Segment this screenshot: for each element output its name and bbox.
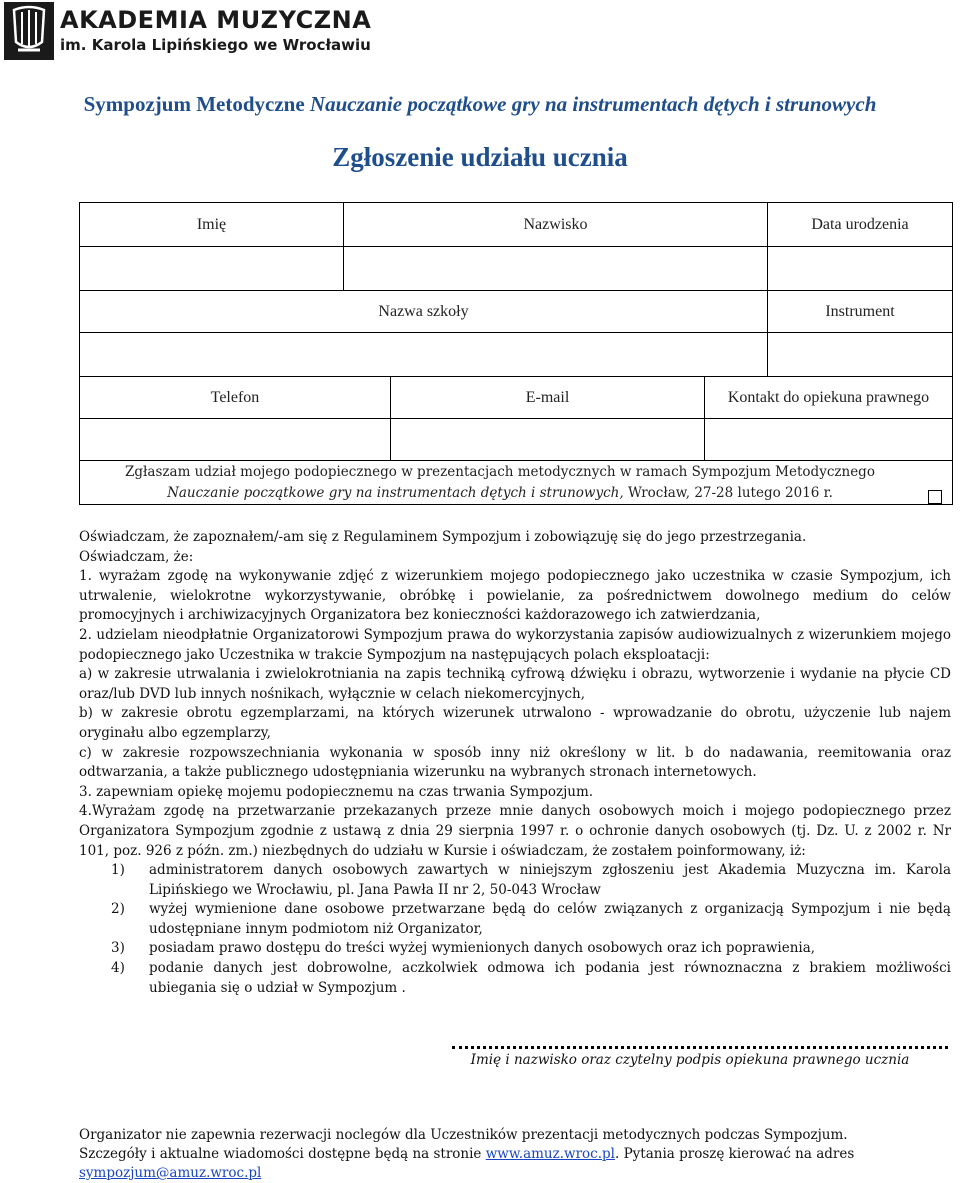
birth-date-field[interactable] xyxy=(767,246,953,290)
data-processing-list xyxy=(79,861,951,998)
consent-point-2c: c) w zakresie rozpowszechniania wykonania w sposób inny niż określony w lit. b do nadawania, reemitowania oraz odtwarzania, a także publicznego udostępniania wizerunku na wybranych stronach internetowych. xyxy=(79,744,951,781)
regulations-statement: Oświadczam, że zapoznałem/-am się z Regulaminem Sympozjum i zobowiązuję się do jego przestrzegania. xyxy=(79,529,807,545)
registration-form-table xyxy=(79,202,953,505)
signature-line[interactable] xyxy=(452,1046,948,1049)
email-header: E-mail xyxy=(390,376,704,418)
guardian-contact-field[interactable] xyxy=(704,418,953,460)
table-row xyxy=(79,246,953,290)
table-row xyxy=(79,376,953,418)
contact-note: Szczegóły i aktualne wiadomości dostępne będą na stronie www.amuz.wroc.pl. Pytania proszę kierować na adres xyxy=(79,1146,855,1162)
list-item: 3) posiadam prawo dostępu do treści wyżej wymienionych danych osobowych oraz ich poprawienia, xyxy=(111,940,816,957)
declaration-rest: Wrocław, 27-28 lutego 2016 r. xyxy=(623,484,833,501)
academy-logo xyxy=(0,0,372,64)
website-link[interactable]: www.amuz.wroc.pl xyxy=(485,1146,615,1162)
guardian-contact-header: Kontakt do opiekuna prawnego xyxy=(704,376,953,418)
logo-subtitle: im. Karola Lipińskiego we Wrocławiu xyxy=(60,36,371,54)
first-name-field[interactable] xyxy=(79,246,343,290)
symposium-title xyxy=(0,92,960,117)
table-row xyxy=(79,418,953,460)
consent-point-2b: b) w zakresie obrotu egzemplarzami, na których wizerunek utrwalono - wprowadzanie do obrotu, użyczenie lub najem oryginału albo egzemplarzy, xyxy=(79,705,951,741)
accommodation-note: Organizator nie zapewnia rezerwacji noclegów dla Uczestników prezentacji metodycznych podczas Sympozjum. xyxy=(79,1127,848,1143)
consent-point-2: 2. udzielam nieodpłatnie Organizatorowi Sympozjum prawa do wykorzystania zapisów audiowizualnych z wizerunkiem mojego podopiecznego jako Uczestnika w trakcie Sympozjum na następujących polach eksploatacji: xyxy=(79,626,951,663)
declaration-line-2 xyxy=(167,483,833,504)
declaration-line-1: Zgłaszam udział mojego podopiecznego w prezentacjach metodycznych w ramach Sympozjum Metodycznego xyxy=(125,463,875,480)
consent-point-3: 3. zapewniam opiekę mojemu podopiecznemu na czas trwania Sympozjum. xyxy=(79,783,594,800)
declaration-intro: Oświadczam, że: xyxy=(79,548,194,565)
instrument-field[interactable] xyxy=(767,332,953,376)
title-italic: Nauczanie początkowe gry na instrumentach dętych i strunowych xyxy=(309,92,877,116)
email-field[interactable] xyxy=(390,418,704,460)
phone-field[interactable] xyxy=(79,418,390,460)
email-line xyxy=(79,1164,951,1183)
logo-name: AKADEMIA MUZYCZNA xyxy=(60,6,372,34)
declaration-checkbox[interactable] xyxy=(928,490,942,504)
list-item: 1) administratorem danych osobowych zawartych w niniejszym zgłoszeniu jest Akademia Muzyczna im. Karola Lipińskiego we Wrocławiu, pl. Jana Pawła II nr 2, 50-043 Wrocław xyxy=(111,862,951,898)
form-title: Zgłoszenie udziału ucznia xyxy=(332,142,628,172)
table-row xyxy=(79,290,953,332)
signature-label: Imię i nazwisko oraz czytelny podpis opiekuna prawnego ucznia xyxy=(470,1052,910,1068)
declaration-italic: Nauczanie początkowe gry na instrumentach dętych i strunowych, xyxy=(167,484,624,501)
instrument-header: Instrument xyxy=(767,290,953,332)
email-link[interactable]: sympozjum@amuz.wroc.pl xyxy=(79,1165,262,1181)
last-name-field[interactable] xyxy=(343,246,767,290)
birth-date-header: Data urodzenia xyxy=(767,202,953,246)
title-regular: Sympozjum Metodyczne xyxy=(83,92,310,116)
declaration-row xyxy=(79,460,953,505)
first-name-header: Imię xyxy=(79,202,343,246)
consent-point-4: 4.Wyrażam zgodę na przetwarzanie przekazanych przeze mnie danych osobowych moich i mojego podopiecznego przez Organizatora Sympozjum zgodnie z ustawą z dnia 29 sierpnia 1997 r. o ochronie danych osobowych (tj. Dz. U. z 2002 r. Nr 101, poz. 926 z późn. zm.) niezbędnych do udziału w Kursie i oświadczam, że zostałem poinformowany, iż: xyxy=(79,803,951,859)
consent-point-2a: a) w zakresie utrwalania i zwielokrotniania na zapis techniką cyfrową dźwięku i obrazu, wytworzenie i wydanie na płycie CD oraz/lub DVD lub innych nośnikach, wyłącznie w celach niekomercyjnych, xyxy=(79,666,951,702)
consent-point-1: 1. wyrażam zgodę na wykonywanie zdjęć z wizerunkiem mojego podopiecznego jako uczestnika w czasie Sympozjum, ich utrwalenie, wielokrotne wykorzystywanie, obróbkę i powielanie, za pośrednictwem dowolnego medium do celów promocyjnych i archiwizacyjnych Organizatora bez konieczności każdorazowego ich zatwierdzania, xyxy=(79,568,951,624)
footer-notes xyxy=(79,1126,951,1183)
school-name-header: Nazwa szkoły xyxy=(79,290,767,332)
school-name-field[interactable] xyxy=(79,332,767,376)
table-row xyxy=(79,202,953,246)
phone-header: Telefon xyxy=(79,376,390,418)
lyre-logo-icon xyxy=(4,2,54,60)
table-row xyxy=(79,332,953,376)
participation-declaration xyxy=(79,460,953,505)
list-item: 2) wyżej wymienione dane osobowe przetwarzane będą do celów związanych z organizacją Sympozjum i nie będą udostępniane innym podmiotom niż Organizator, xyxy=(111,901,951,937)
list-item: 4) podanie danych jest dobrowolne, aczkolwiek odmowa ich podania jest równoznaczna z brakiem możliwości ubiegania się o udział w Sympozjum . xyxy=(111,960,951,996)
declaration-text xyxy=(80,461,920,504)
last-name-header: Nazwisko xyxy=(343,202,767,246)
consent-statements xyxy=(79,528,951,998)
